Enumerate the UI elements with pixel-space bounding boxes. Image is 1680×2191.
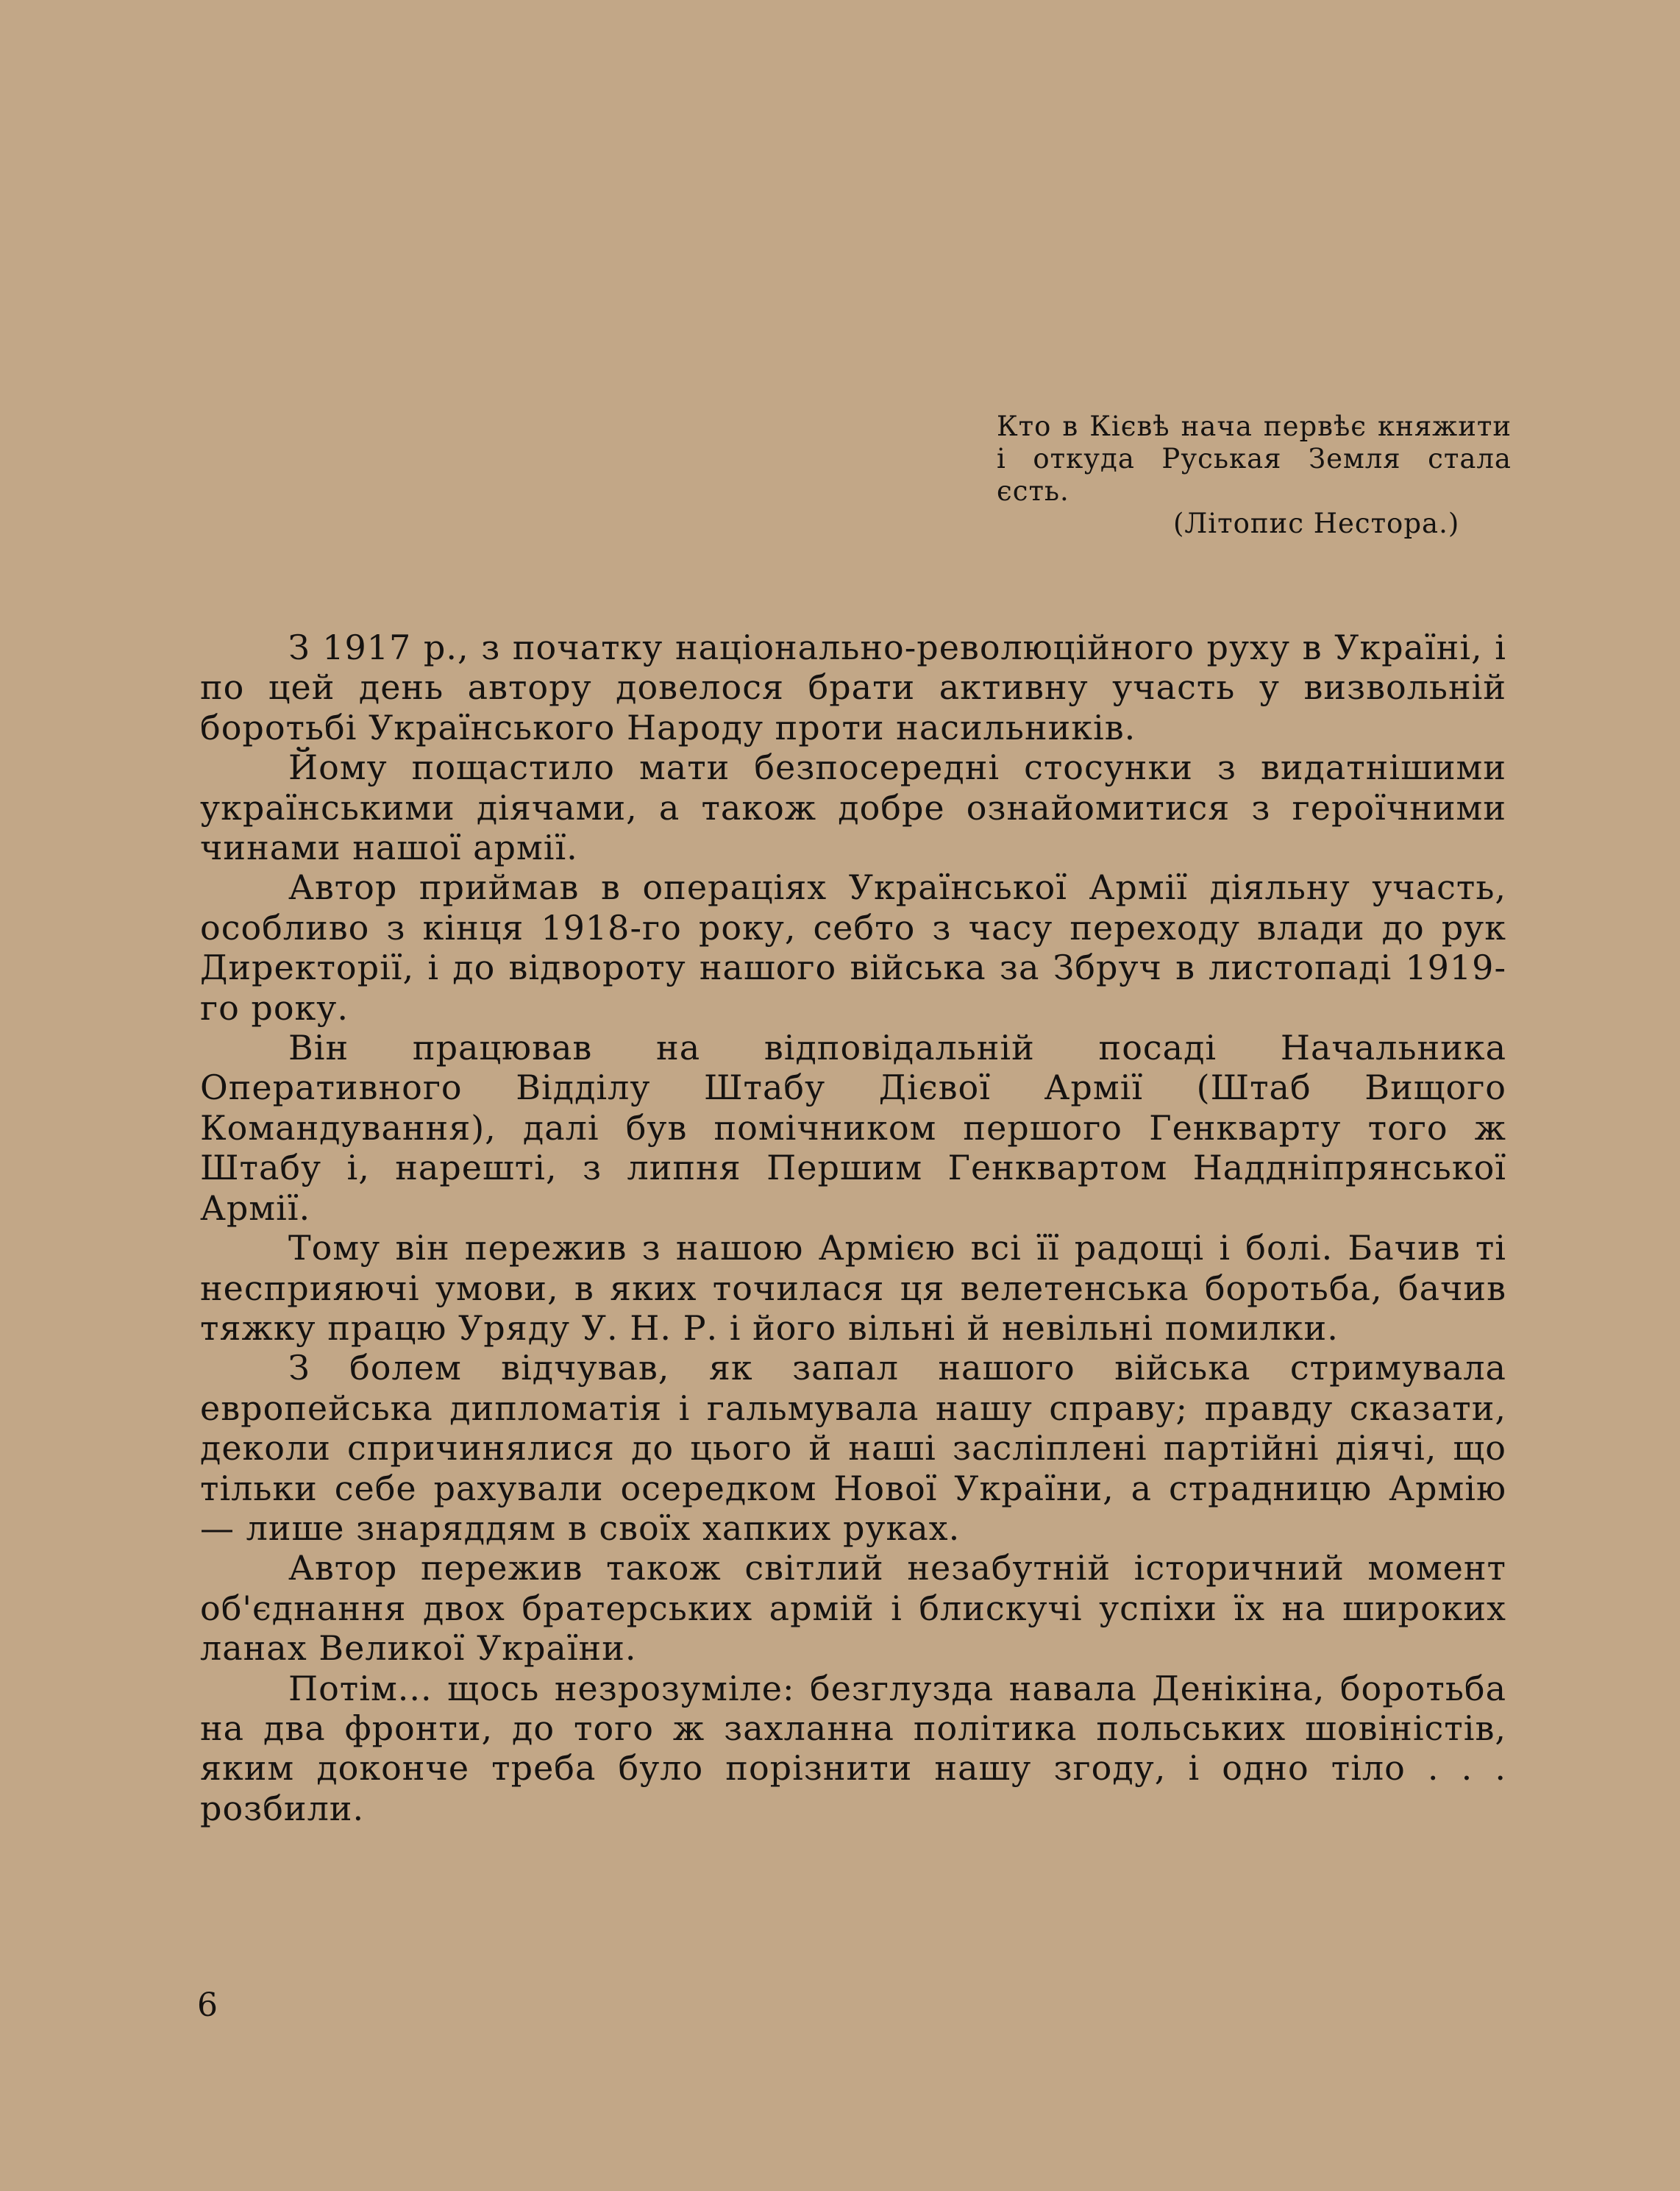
paragraph: Він працював на відповідальній посаді Начальника Оперативного Відділу Штабу Дієвої Армії (Штаб Вищого Командування), далі був помічником першого Генкварту того ж Штабу і, нарешті, з липня Першим Генквартом Наддніпрянської Армії.	[200, 1028, 1506, 1228]
epigraph-source: (Літопис Нестора.)	[1173, 508, 1460, 539]
paragraph: З 1917 р., з початку національно-революційного руху в Україні, і по цей день автору довелося брати активну участь у визвольній боротьбі Українського Народу проти насильників.	[200, 628, 1506, 748]
paragraph: З болем відчував, як запал нашого війська стримувала европейська дипломатія і гальмувала нашу справу; правду сказати, деколи спричинялися до цього й наші засліплені партійні діячі, що тільки себе рахували осередком Нової України, а страдницю Армію — лише знаряддям в своїх хапких руках.	[200, 1348, 1506, 1548]
paragraph: Потім... щось незрозуміле: безглузда навала Денікіна, боротьба на два фронти, до того ж захланна політика польських шовіністів, яким доконче треба було порізнити нашу згоду, і одно тіло . . . розбили.	[200, 1668, 1506, 1828]
body-text	[200, 628, 1506, 1828]
epigraph-text: Кто в Кієвѣ нача первѣє княжити і откуда Руськая Земля стала єсть.	[997, 411, 1512, 507]
paragraph: Автор приймав в операціях Української Армії діяльну участь, особливо з кінця 1918-го року, себто з часу переходу влади до рук Директорії, і до відвороту нашого війська за Збруч в листопаді 1919-го року.	[200, 867, 1506, 1028]
page-number: 6	[197, 1986, 218, 2024]
paragraph: Йому пощастило мати безпосередні стосунки з видатнішими українськими діячами, а також добре ознайомитися з героїчними чинами нашої армії.	[200, 748, 1506, 868]
paragraph: Автор пережив також світлий незабутній історичний момент об'єднання двох братерських армій і блискучі успіхи їх на широких ланах Великої України.	[200, 1548, 1506, 1669]
epigraph	[997, 411, 1512, 540]
paragraph: Тому він пережив з нашою Армією всі її радощі і болі. Бачив ті несприяючі умови, в яких точилася ця велетенська боротьба, бачив тяжку працю Уряду У. Н. Р. і його вільні й невільні помилки.	[200, 1228, 1506, 1348]
